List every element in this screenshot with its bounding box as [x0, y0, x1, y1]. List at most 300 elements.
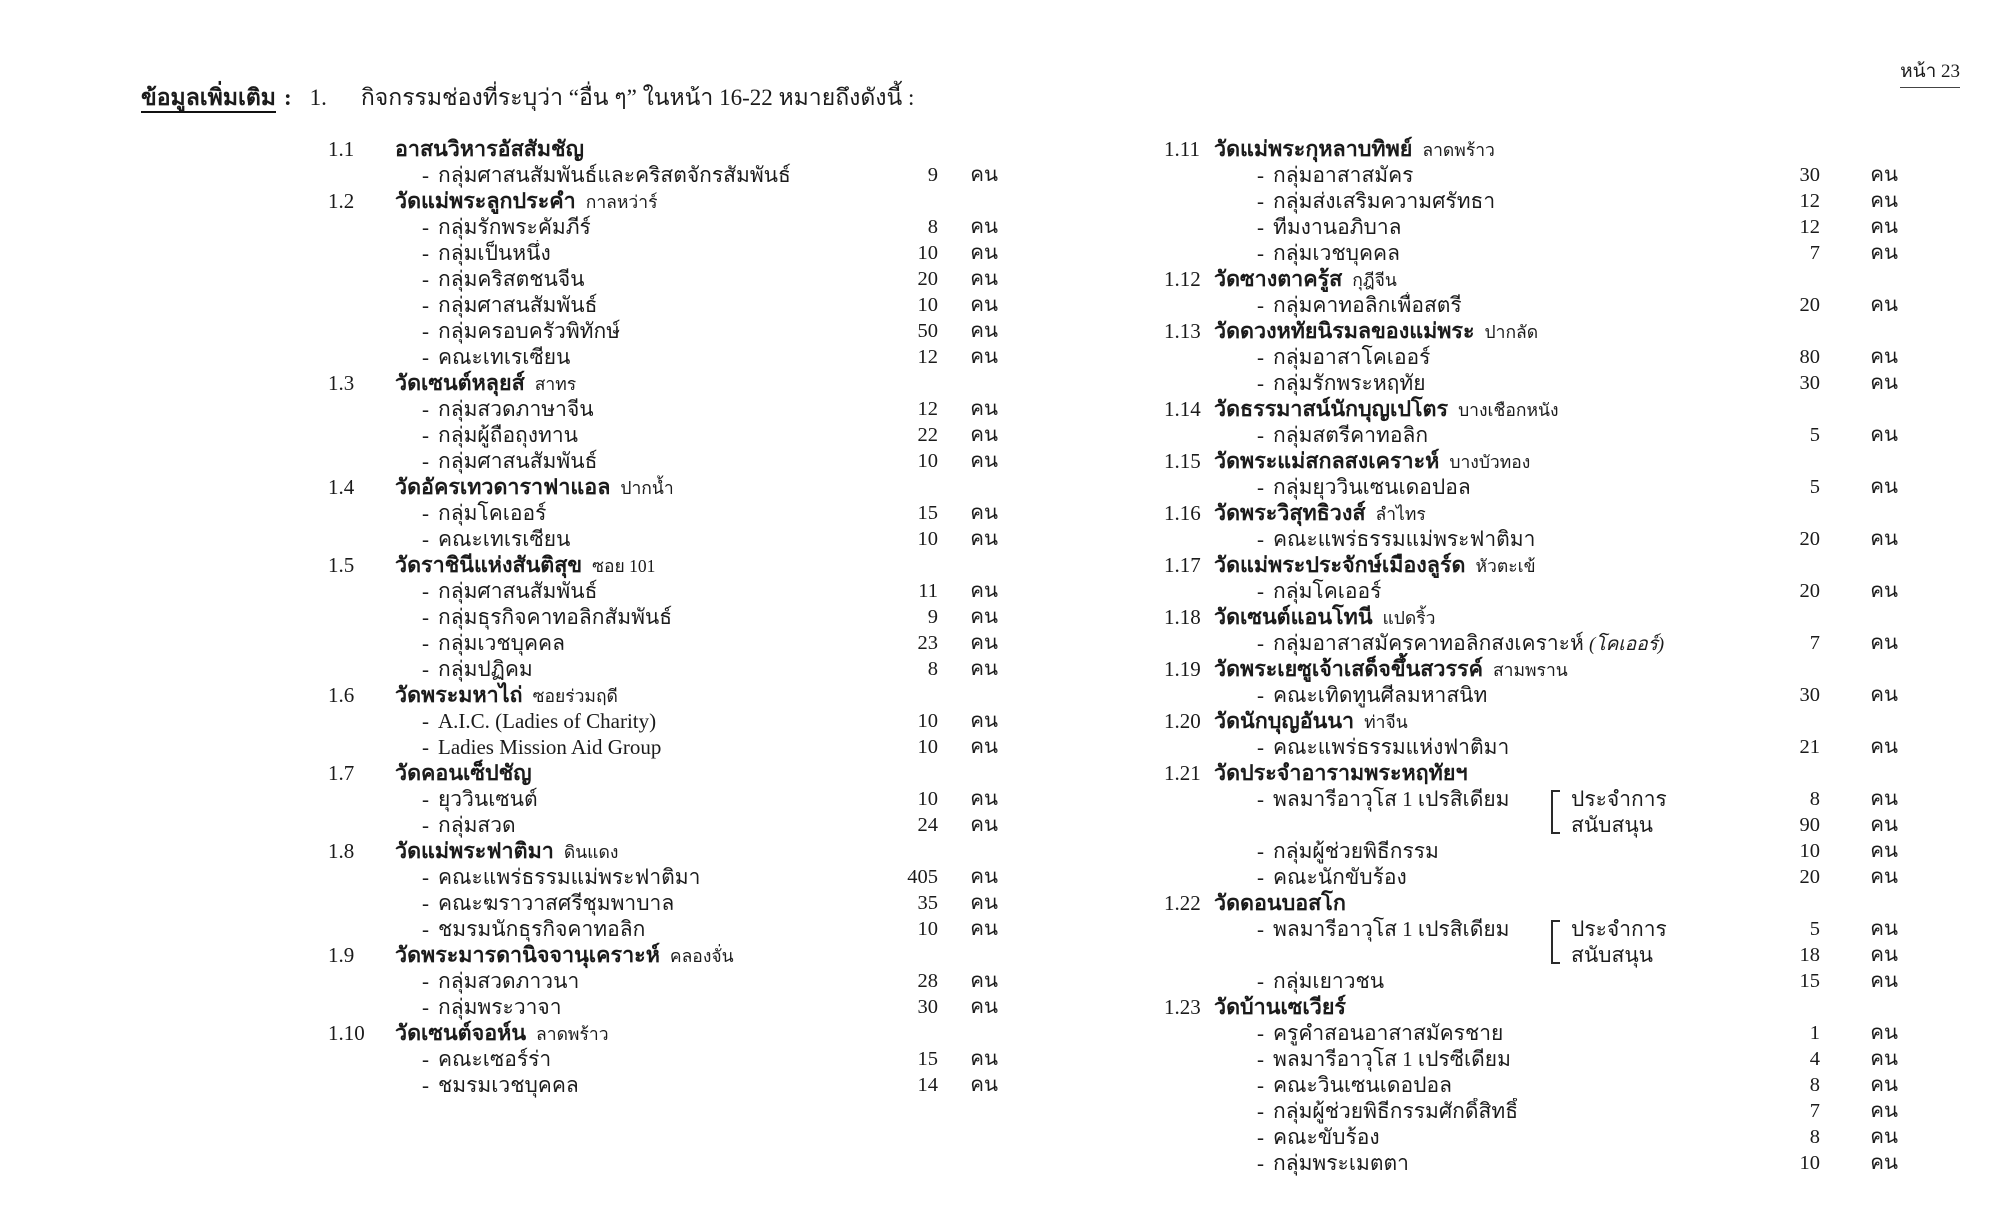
section-row [1164, 656, 1904, 682]
item-row [328, 786, 1004, 812]
item-dash: - [422, 631, 429, 655]
item-unit: คน [1870, 1126, 1898, 1148]
item-row [1164, 188, 1904, 214]
section-row [1164, 708, 1904, 734]
item-row [1164, 1020, 1904, 1046]
section-location: ปากน้ำ [620, 478, 674, 498]
item-count: 9 [927, 606, 938, 628]
item-count: 22 [917, 424, 938, 446]
item-label: กลุ่มรักพระคัมภีร์ [438, 215, 591, 239]
section-row [1164, 890, 1904, 916]
bracket-row [1571, 812, 1904, 838]
item-row [328, 214, 1004, 240]
item-row [1164, 1150, 1904, 1176]
item-dash: - [1257, 579, 1264, 603]
item-dash: - [422, 917, 429, 941]
item-unit: คน [970, 164, 998, 186]
item-count: 14 [917, 1074, 938, 1096]
item-dash: - [1257, 969, 1264, 993]
item-count: 5 [1809, 476, 1820, 498]
item-label: กลุ่มสวดภาวนา [438, 969, 580, 993]
item-unit: คน [1870, 476, 1898, 498]
section-number: 1.3 [328, 371, 355, 395]
item-unit: คน [970, 242, 998, 264]
item-count: 80 [1799, 346, 1820, 368]
item-count: 12 [917, 398, 938, 420]
section-row [328, 760, 1004, 786]
item-label: คณะเทเรเซียน [438, 345, 571, 369]
item-row [328, 656, 1004, 682]
page-number: หน้า 23 [1900, 56, 1960, 88]
item-count: 7 [1809, 632, 1820, 654]
bracket-label: ประจำการ [1571, 917, 1667, 941]
item-label: คณะแพร่ธรรมแห่งฟาติมา [1273, 735, 1510, 759]
item-label: A.I.C. (Ladies of Charity) [438, 709, 657, 733]
item-label: กลุ่มรักพระหฤทัย [1273, 371, 1426, 395]
item-row [328, 1072, 1004, 1098]
item-count: 20 [1799, 294, 1820, 316]
item-dash: - [1257, 1021, 1264, 1045]
item-label: กลุ่มผู้ช่วยพิธีกรรมศักดิ์สิทธิ์ [1273, 1099, 1519, 1123]
item-label: คณะแพร่ธรรมแม่พระฟาติมา [438, 865, 701, 889]
item-unit: คน [1870, 840, 1898, 862]
item-count: 10 [917, 736, 938, 758]
item-count: 10 [917, 528, 938, 550]
item-label: กลุ่มอาสาโคเออร์ [1273, 345, 1431, 369]
item-dash: - [1257, 475, 1264, 499]
item-count: 20 [917, 268, 938, 290]
item-unit: คน [1870, 1100, 1898, 1122]
bracket-glyph-wrap [1545, 786, 1571, 838]
item-unit: คน [970, 294, 998, 316]
item-row [1164, 1124, 1904, 1150]
item-dash: - [1257, 423, 1264, 447]
item-row [1164, 682, 1904, 708]
item-label: ทีมงานอภิบาล [1273, 215, 1402, 239]
section-row [328, 474, 1004, 500]
section-name: วัดพระมหาไถ่ [395, 683, 523, 707]
item-count: 10 [917, 918, 938, 940]
item-label: กลุ่มเวชบุคคล [438, 631, 565, 655]
item-unit: คน [970, 320, 998, 342]
item-unit: คน [970, 1074, 998, 1096]
item-label: คณะนักขับร้อง [1273, 865, 1407, 889]
item-row [1164, 214, 1904, 240]
item-row [1164, 630, 1904, 656]
item-count: 9 [927, 164, 938, 186]
section-name: วัดซางตาครู้ส [1214, 267, 1343, 291]
item-count: 8 [1809, 1126, 1820, 1148]
section-location: ปากลัด [1484, 322, 1539, 342]
item-row [328, 1046, 1004, 1072]
item-label-suffix: (โคเออร์) [1589, 634, 1665, 655]
section-name: วัดแม่พระประจักษ์เมืองลูร์ด [1214, 553, 1466, 577]
item-dash: - [422, 293, 429, 317]
item-unit: คน [1870, 866, 1898, 888]
section-row [1164, 396, 1904, 422]
item-unit: คน [970, 502, 998, 524]
item-label: คณะฆราวาสศรีชุมพาบาล [438, 891, 675, 915]
bracket-rows [1571, 786, 1904, 838]
section-name: วัดพระแม่สกลสงเคราะห์ [1214, 449, 1440, 473]
item-dash: - [422, 605, 429, 629]
item-count: 405 [907, 866, 938, 888]
item-row [1164, 578, 1904, 604]
item-row [328, 890, 1004, 916]
section-name: วัดประจำอารามพระหฤทัยฯ [1214, 761, 1468, 785]
item-unit: คน [970, 996, 998, 1018]
item-row [1164, 1046, 1904, 1072]
item-count: 7 [1809, 1100, 1820, 1122]
item-dash: - [422, 995, 429, 1019]
item-unit: คน [1870, 632, 1898, 654]
section-number: 1.23 [1164, 995, 1201, 1019]
item-count: 8 [927, 658, 938, 680]
bracket-rows [1571, 916, 1904, 968]
item-dash: - [1257, 345, 1264, 369]
item-unit: คน [970, 866, 998, 888]
section-location: ลาดพร้าว [536, 1024, 609, 1044]
section-number: 1.8 [328, 839, 355, 863]
section-row [1164, 318, 1904, 344]
bracket-label: ประจำการ [1571, 787, 1667, 811]
bracket-glyph-wrap [1545, 916, 1571, 968]
item-dash: - [1257, 683, 1264, 707]
item-label: ยุววินเซนต์ [438, 787, 538, 811]
item-row [328, 500, 1004, 526]
item-row [1164, 370, 1904, 396]
item-row [1164, 422, 1904, 448]
section-name: วัดเซนต์จอห์น [395, 1021, 527, 1045]
item-dash: - [422, 215, 429, 239]
item-count: 30 [1799, 372, 1820, 394]
section-number: 1.18 [1164, 605, 1201, 629]
item-label: กลุ่มเวชบุคคล [1273, 241, 1400, 265]
item-label: กลุ่มอาสาสมัครคาทอลิกสงเคราะห์ (โคเออร์) [1273, 631, 1665, 655]
item-label: กลุ่มยุววินเซนเดอปอล [1273, 475, 1471, 499]
item-unit: คน [1870, 918, 1898, 940]
section-name: วัดบ้านเซเวียร์ [1214, 995, 1346, 1019]
section-row [1164, 500, 1904, 526]
item-unit: คน [1870, 684, 1898, 706]
item-label: กลุ่มเยาวชน [1273, 969, 1385, 993]
item-count: 28 [917, 970, 938, 992]
item-row [1164, 1072, 1904, 1098]
item-count: 10 [1799, 1152, 1820, 1174]
item-dash: - [1257, 735, 1264, 759]
section-row [1164, 136, 1904, 162]
item-unit: คน [970, 970, 998, 992]
section-location: แปดริ้ว [1382, 608, 1436, 628]
item-unit: คน [970, 346, 998, 368]
item-count: 15 [917, 502, 938, 524]
section-number: 1.16 [1164, 501, 1201, 525]
section-number: 1.19 [1164, 657, 1201, 681]
item-count: 12 [1799, 216, 1820, 238]
item-count: 18 [1799, 944, 1820, 966]
item-unit: คน [1870, 1074, 1898, 1096]
item-dash: - [1257, 293, 1264, 317]
section-row [1164, 266, 1904, 292]
item-row [328, 292, 1004, 318]
item-row [1164, 292, 1904, 318]
item-unit: คน [1870, 216, 1898, 238]
bracket-icon [1551, 920, 1561, 964]
item-label: กลุ่มสวดภาษาจีน [438, 397, 594, 421]
item-count: 8 [927, 216, 938, 238]
item-dash: - [422, 423, 429, 447]
item-dash: - [1257, 839, 1264, 863]
section-row [1164, 760, 1904, 786]
item-count: 4 [1809, 1048, 1820, 1070]
item-row [1164, 526, 1904, 552]
item-label: คณะเซอร์ร่า [438, 1047, 552, 1071]
item-label: กลุ่มสตรีคาทอลิก [1273, 423, 1429, 447]
section-number: 1.5 [328, 553, 355, 577]
item-unit: คน [1870, 190, 1898, 212]
section-name: วัดพระเยซูเจ้าเสด็จขึ้นสวรรค์ [1214, 657, 1483, 681]
section-number: 1.7 [328, 761, 355, 785]
item-dash: - [1257, 1125, 1264, 1149]
section-number: 1.17 [1164, 553, 1201, 577]
item-unit: คน [970, 788, 998, 810]
section-location: ดินแดง [563, 842, 619, 862]
item-label: กลุ่มผู้ช่วยพิธีกรรม [1273, 839, 1439, 863]
item-dash: - [422, 709, 429, 733]
item-label: กลุ่มคริสตชนจีน [438, 267, 585, 291]
item-row [328, 162, 1004, 188]
item-count: 1 [1809, 1022, 1820, 1044]
item-count: 10 [917, 242, 938, 264]
item-row [328, 266, 1004, 292]
section-location: บางบัวทอง [1449, 452, 1531, 472]
section-location: ท่าจีน [1364, 712, 1408, 732]
item-label: กลุ่มครอบครัวพิทักษ์ [438, 319, 621, 343]
item-count: 20 [1799, 528, 1820, 550]
header-number: 1. [309, 85, 327, 110]
item-unit: คน [1870, 814, 1898, 836]
item-label: พลมารีอาวุโส 1 เปรสิเดียม [1273, 787, 1510, 811]
item-label: Ladies Mission Aid Group [438, 735, 662, 759]
header [141, 80, 914, 116]
item-unit: คน [970, 450, 998, 472]
item-row [328, 630, 1004, 656]
item-dash: - [1257, 189, 1264, 213]
section-row [328, 552, 1004, 578]
column-left [328, 136, 1004, 1098]
item-unit: คน [970, 398, 998, 420]
item-row [328, 448, 1004, 474]
item-dash: - [1257, 163, 1264, 187]
item-count: 30 [1799, 164, 1820, 186]
section-row [328, 188, 1004, 214]
item-label: กลุ่มโคเออร์ [1273, 579, 1382, 603]
item-row [1164, 1098, 1904, 1124]
item-row [328, 968, 1004, 994]
item-label: กลุ่มธุรกิจคาทอลิกสัมพันธ์ [438, 605, 673, 629]
item-label: กลุ่มศาสนสัมพันธ์ [438, 579, 598, 603]
item-row [328, 916, 1004, 942]
item-unit: คน [970, 1048, 998, 1070]
section-location: ซอยร่วมฤดี [532, 686, 618, 706]
item-label: กลุ่มพระเมตตา [1273, 1151, 1409, 1175]
section-location: ซอย 101 [592, 556, 656, 576]
item-label: ชมรมเวชบุคคล [438, 1073, 579, 1097]
item-left [1257, 786, 1545, 812]
item-count: 24 [917, 814, 938, 836]
section-number: 1.12 [1164, 267, 1201, 291]
item-row [328, 396, 1004, 422]
item-dash: - [1257, 527, 1264, 551]
section-number: 1.21 [1164, 761, 1201, 785]
item-dash: - [422, 267, 429, 291]
section-row [1164, 994, 1904, 1020]
section-name: อาสนวิหารอัสสัมชัญ [395, 137, 584, 161]
bracket-icon [1551, 790, 1561, 834]
item-label: ครูคำสอนอาสาสมัครชาย [1273, 1021, 1504, 1045]
section-number: 1.9 [328, 943, 355, 967]
item-dash: - [422, 449, 429, 473]
item-label: คณะวินเซนเดอปอล [1273, 1073, 1452, 1097]
item-dash: - [1257, 1047, 1264, 1071]
section-number: 1.11 [1164, 137, 1200, 161]
item-unit: คน [1870, 970, 1898, 992]
item-row [328, 344, 1004, 370]
item-row [1164, 734, 1904, 760]
bracket-item [1164, 916, 1904, 968]
item-unit: คน [970, 424, 998, 446]
item-dash: - [1257, 371, 1264, 395]
section-number: 1.2 [328, 189, 355, 213]
item-dash: - [422, 735, 429, 759]
section-name: วัดพระมารดานิจจานุเคราะห์ [395, 943, 660, 967]
item-label: กลุ่มศาสนสัมพันธ์และคริสตจักรสัมพันธ์ [438, 163, 791, 187]
item-dash: - [1257, 215, 1264, 239]
section-location: สามพราน [1492, 660, 1568, 680]
item-left [1257, 916, 1545, 942]
item-dash: - [1257, 1099, 1264, 1123]
item-dash: - [1257, 241, 1264, 265]
item-unit: คน [970, 658, 998, 680]
item-row [328, 994, 1004, 1020]
section-location: คลองจั่น [669, 946, 734, 966]
item-unit: คน [1870, 1022, 1898, 1044]
section-location: หัวตะเข้ [1475, 556, 1536, 576]
item-row [1164, 344, 1904, 370]
section-number: 1.1 [328, 137, 355, 161]
item-label: กลุ่มศาสนสัมพันธ์ [438, 449, 598, 473]
item-row [1164, 162, 1904, 188]
section-row [328, 1020, 1004, 1046]
item-row [328, 422, 1004, 448]
item-row [328, 578, 1004, 604]
section-number: 1.22 [1164, 891, 1201, 915]
header-text: กิจกรรมช่องที่ระบุว่า “อื่น ๆ” ในหน้า 16-22 หมายถึงดังนี้ : [360, 85, 915, 110]
item-dash: - [422, 865, 429, 889]
item-dash: - [1257, 917, 1264, 941]
item-unit: คน [1870, 944, 1898, 966]
item-dash: - [422, 163, 429, 187]
item-row [1164, 968, 1904, 994]
item-count: 10 [917, 788, 938, 810]
item-dash: - [422, 345, 429, 369]
item-row [1164, 474, 1904, 500]
item-row [1164, 864, 1904, 890]
item-unit: คน [970, 736, 998, 758]
section-row [328, 136, 1004, 162]
item-row [328, 604, 1004, 630]
bracket-row [1571, 916, 1904, 942]
item-count: 20 [1799, 580, 1820, 602]
item-count: 35 [917, 892, 938, 914]
bracket-row [1571, 942, 1904, 968]
section-row [328, 838, 1004, 864]
item-count: 15 [917, 1048, 938, 1070]
item-label: กลุ่มศาสนสัมพันธ์ [438, 293, 598, 317]
section-number: 1.10 [328, 1021, 365, 1045]
item-unit: คน [970, 528, 998, 550]
section-number: 1.6 [328, 683, 355, 707]
section-number: 1.20 [1164, 709, 1201, 733]
item-unit: คน [970, 710, 998, 732]
item-label: คณะแพร่ธรรมแม่พระฟาติมา [1273, 527, 1536, 551]
item-label: กลุ่มอาสาสมัคร [1273, 163, 1414, 187]
item-count: 12 [917, 346, 938, 368]
column-right [1164, 136, 1904, 1176]
item-row [328, 318, 1004, 344]
item-count: 5 [1809, 918, 1820, 940]
section-number: 1.14 [1164, 397, 1201, 421]
item-unit: คน [1870, 424, 1898, 446]
bracket-item [1164, 786, 1904, 838]
item-count: 21 [1799, 736, 1820, 758]
item-unit: คน [1870, 736, 1898, 758]
item-unit: คน [970, 216, 998, 238]
section-name: วัดราชินีแห่งสันติสุข [395, 553, 583, 577]
item-label: กลุ่มเป็นหนึ่ง [438, 241, 551, 265]
item-count: 90 [1799, 814, 1820, 836]
item-row [328, 708, 1004, 734]
item-label: กลุ่มคาทอลิกเพื่อสตรี [1273, 293, 1462, 317]
item-unit: คน [1870, 788, 1898, 810]
item-dash: - [1257, 1151, 1264, 1175]
item-count: 10 [917, 710, 938, 732]
section-name: วัดนักบุญอันนา [1214, 709, 1355, 733]
item-count: 5 [1809, 424, 1820, 446]
item-unit: คน [1870, 1152, 1898, 1174]
header-lead: ข้อมูลเพิ่มเติม [141, 85, 276, 113]
item-dash: - [1257, 787, 1264, 811]
item-label: กลุ่มปฏิคม [438, 657, 533, 681]
section-row [328, 682, 1004, 708]
item-label: กลุ่มพระวาจา [438, 995, 562, 1019]
item-count: 11 [918, 580, 938, 602]
item-row [328, 240, 1004, 266]
section-name: วัดพระวิสุทธิวงส์ [1214, 501, 1366, 525]
section-location: ลำไทร [1375, 504, 1426, 524]
item-count: 50 [917, 320, 938, 342]
item-dash: - [422, 1073, 429, 1097]
section-row [1164, 552, 1904, 578]
item-unit: คน [1870, 164, 1898, 186]
item-unit: คน [970, 606, 998, 628]
item-unit: คน [970, 580, 998, 602]
item-unit: คน [970, 814, 998, 836]
section-name: วัดเซนต์แอนโทนี [1214, 605, 1373, 629]
section-name: วัดแม่พระกุหลาบทิพย์ [1214, 137, 1413, 161]
item-row [1164, 838, 1904, 864]
section-location: สาทร [534, 374, 577, 394]
